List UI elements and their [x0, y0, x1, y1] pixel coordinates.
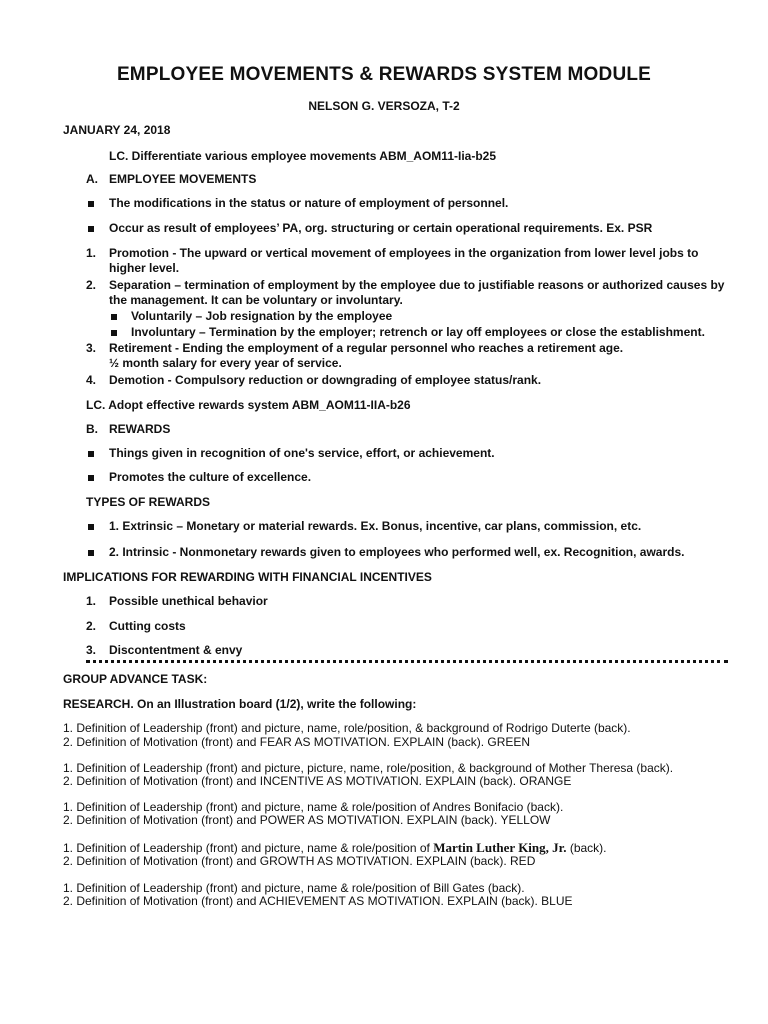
- section-b-heading: REWARDS: [109, 422, 171, 436]
- author-line: NELSON G. VERSOZA, T-2: [308, 99, 460, 113]
- dotted-divider: [86, 660, 728, 663]
- mlk-name: Martin Luther King, Jr.: [433, 840, 567, 855]
- document-page: EMPLOYEE MOVEMENTS & REWARDS SYSTEM MODULE NELSON G. VERSOZA, T-2 JANUARY 24, 2018 LC. Differentiate various employee movements ABM_AOM11-Iia-b25 A. EMPLOYEE MOVEMENTS The modifications in the status or nature of employment of personnel. Occur as result of employees’ PA, org. structuring or certain operational requirements. Ex. PSR 1. Promotion - The upward or vertical movement of employees in the organization from lower level jobs to higher level. 2. Separation – termination of employment by the employee due to justifiable reasons or authorized causes by the management. It can be voluntary or involuntary. Voluntarily – Job resignation by the employee Involuntary – Termination by the employer; retrench or lay off employees or close the establishment. 3. Retirement - Ending the employment of a regular personnel who reaches a retirement age. ½ month salary for every year of service. 4. Demotion - Compulsory reduction or downgrading of employee status/rank. LC. Adopt effective rewards system ABM_AOM11-IIA-b26 B. REWARDS Things given in recognition of one's service, effort, or achievement. Promotes the culture of excellence. TYPES OF REWARDS 1. Extrinsic – Monetary or material rewards. Ex. Bonus, incentive, car plans, commission, etc. 2. Intrinsic - Nonmonetary rewards given to employees who performed well, ex. Recognition, awards. IMPLICATIONS FOR REWARDING WITH FINANCIAL INCENTIVES 1. Possible unethical behavior 2. Cutting costs 3. Discontentment & envy GROUP ADVANCE TASK: RESEARCH. On an Illustration board (1/2), write the following: 1. Definition of Leadership (front) and picture, name, role/position, & background of Rodrigo Duterte (back). 2. Definition of Motivation (front) and FEAR AS MOTIVATION. EXPLAIN (back). GREEN 1. Definition of Leadership (front) and picture, picture, name, role/position, & background of Mother Theresa (back). 2. Definition of Motivation (front) and INCENTIVE AS MOTIVATION. EXPLAIN (back). ORANGE 1. Definition of Leadership (front) and picture, name & role/position of Andres Bonifacio (back). 2. Definition of Motivation (front) and POWER AS MOTIVATION. EXPLAIN (back). YELLOW 1. Definition of Leadership (front) and picture, name & role/position of Martin Luther King, Jr. (back). 2. Definition of Motivation (front) and GROWTH AS MOTIVATION. EXPLAIN (back). RED 1. Definition of Leadership (front) and picture, name & role/position of Bill Gates (back). 2. Definition of Motivation (front) and ACHIEVEMENT AS MOTIVATION. EXPLAIN (back). BLUE: [0, 0, 768, 1024]
- task-line: 2. Definition of Motivation (front) and ACHIEVEMENT AS MOTIVATION. EXPLAIN (back). BLUE: [63, 894, 573, 908]
- task-line: 1. Definition of Leadership (front) and picture, picture, name, role/position, & background of Mother Theresa (back).: [63, 761, 674, 775]
- list-number: 3.: [86, 643, 97, 657]
- bullet-icon: [111, 330, 117, 336]
- movement-retirement: Retirement - Ending the employment of a regular personnel who reaches a retirement age.: [109, 341, 624, 355]
- movement-separation-cont: the management. It can be voluntary or involuntary.: [109, 293, 403, 307]
- implication-item: Possible unethical behavior: [109, 594, 268, 608]
- bullet-icon: [88, 550, 94, 556]
- date-line: JANUARY 24, 2018: [63, 123, 171, 137]
- movement-promotion-cont: higher level.: [109, 261, 180, 275]
- movement-demotion: Demotion - Compulsory reduction or downgrading of employee status/rank.: [109, 373, 542, 387]
- learning-competency-2: LC. Adopt effective rewards system ABM_AOM11-IIA-b26: [86, 398, 411, 412]
- learning-competency-1: LC. Differentiate various employee movements ABM_AOM11-Iia-b25: [109, 149, 496, 163]
- types-heading: TYPES OF REWARDS: [86, 495, 211, 509]
- movement-promotion: Promotion - The upward or vertical movement of employees in the organization from lower level jobs to: [109, 246, 699, 260]
- section-a-heading: EMPLOYEE MOVEMENTS: [109, 172, 257, 186]
- task-line: 2. Definition of Motivation (front) and FEAR AS MOTIVATION. EXPLAIN (back). GREEN: [63, 735, 531, 749]
- movement-separation: Separation – termination of employment by the employee due to justifiable reasons or authorized causes by: [109, 278, 725, 292]
- group-task-heading: GROUP ADVANCE TASK:: [63, 672, 208, 686]
- movement-retirement-cont: ½ month salary for every year of service.: [109, 356, 342, 370]
- bullet-icon: [111, 314, 117, 320]
- task-line: 1. Definition of Leadership (front) and picture, name, role/position, & background of Rodrigo Duterte (back).: [63, 721, 631, 735]
- list-number: 2.: [86, 278, 97, 292]
- bullet-icon: [88, 475, 94, 481]
- task-line: 1. Definition of Leadership (front) and picture, name & role/position of Bill Gates (back).: [63, 881, 525, 895]
- task-line: 2. Definition of Motivation (front) and GROWTH AS MOTIVATION. EXPLAIN (back). RED: [63, 854, 536, 868]
- implication-item: Cutting costs: [109, 619, 186, 633]
- implication-item: Discontentment & envy: [109, 643, 243, 657]
- task-line: 2. Definition of Motivation (front) and INCENTIVE AS MOTIVATION. EXPLAIN (back). ORANGE: [63, 774, 572, 788]
- list-number: 2.: [86, 619, 97, 633]
- list-number: 4.: [86, 373, 97, 387]
- list-number: 3.: [86, 341, 97, 355]
- bullet-icon: [88, 226, 94, 232]
- list-number: 1.: [86, 594, 97, 608]
- task-line: 2. Definition of Motivation (front) and POWER AS MOTIVATION. EXPLAIN (back). YELLOW: [63, 813, 551, 827]
- bullet-icon: [88, 201, 94, 207]
- task-line: 1. Definition of Leadership (front) and picture, name & role/position of Martin Luther King, Jr. (back).: [63, 840, 607, 855]
- bullet-icon: [88, 524, 94, 530]
- section-a-letter: A.: [86, 172, 98, 186]
- bullet-icon: [88, 451, 94, 457]
- list-number: 1.: [86, 246, 97, 260]
- document-title: EMPLOYEE MOVEMENTS & REWARDS SYSTEM MODULE: [116, 64, 652, 85]
- research-instruction: RESEARCH. On an Illustration board (1/2), write the following:: [63, 697, 417, 711]
- implications-heading: IMPLICATIONS FOR REWARDING WITH FINANCIAL INCENTIVES: [63, 570, 432, 584]
- task-line: 1. Definition of Leadership (front) and picture, name & role/position of Andres Bonifacio (back).: [63, 800, 564, 814]
- section-b-letter: B.: [86, 422, 98, 436]
